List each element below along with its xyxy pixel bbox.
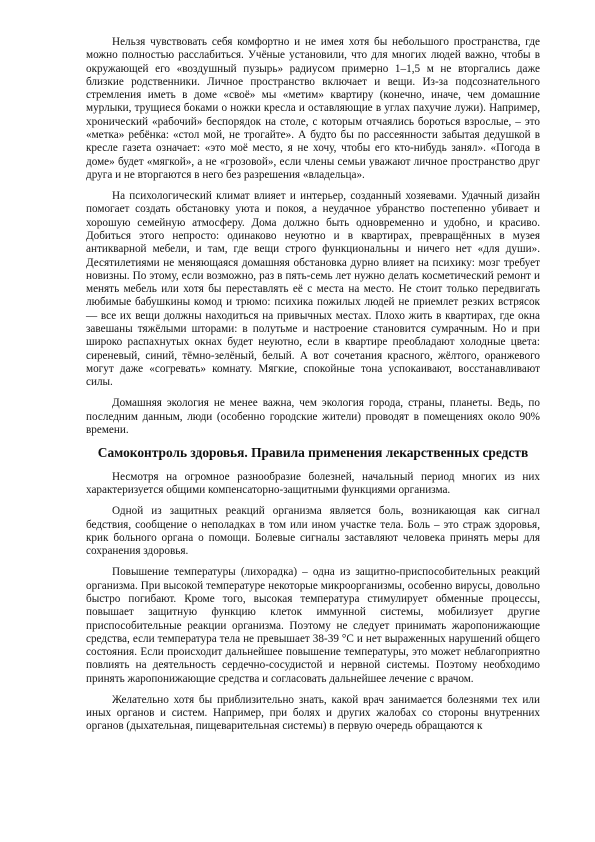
paragraph-diseases: Несмотря на огромное разнообразие болезней, начальный период многих из них характеризуется общими компенсаторно-защитными функциями организма. xyxy=(86,471,540,497)
paragraph-personal-space: Нельзя чувствовать себя комфортно и не имея хотя бы небольшого пространства, где можно полностью расслабиться. Учёные установили, что для многих людей важно, чтобы в окружающей его «воздушный пузырь» радиусом примерно 1–1,5 м не вторгались даже близкие родственники. Личное пространство включает и вещи. Из-за подсознательного стремления иметь в доме «своё» мы «метим» квартиру (конечно, иначе, чем домашние мурлыки, трущиеся боками о ножки кресла и оставляющие в углах пахучие лужи). Например, хронический «рабочий» беспорядок на столе, с которым отчаялись бороться взрослые, – это «метка» ребёнка: «стол мой, не трогайте». А будто бы по рассеянности забытая дедушкой в кресле газета означает: «это моё место, я не хочу, чтобы его кто-нибудь занял». «Погода в доме» будет «мягкой», а не «грозовой», если члены семьи уважают личное пространство друг друга и не вторгаются в него без разрешения «владельца». xyxy=(86,36,540,181)
document-page xyxy=(86,36,540,742)
section-title: Самоконтроль здоровья. Правила применения лекарственных средств xyxy=(97,445,529,460)
paragraph-doctors: Желательно хотя бы приблизительно знать, какой врач занимается болезнями тех или иных органов и систем. Например, при болях и других жалобах со стороны внутренних органов (дыхательная, пищеварительная системы) в первую очередь обращаются к xyxy=(86,693,540,733)
paragraph-interior: На психологический климат влияет и интерьер, созданный хозяевами. Удачный дизайн помогает создать обстановку уюта и покоя, а неудачное убранство постепенно убивает и хорошую семейную атмосферу. Дома должно быть одновременно и удобно, и красиво. Добиться этого непросто: одинаково неуютно и в квартирах, превращённых в музея антикварной мебели, и там, где вещи строго функциональны и ничего нет «для души». Десятилетиями не меняющаяся домашняя обстановка дурно влияет на психику: мозг требует новизны. По этому, если возможно, раз в пять-семь лет нужно делать косметический ремонт и менять мебель или хотя бы переставлять её с места на место. Не стоит только передвигать любимые бабушкины комод и трюмо: психика пожилых людей не приемлет резких встрясок — все их вещи должны находиться на привычных местах. Плохо жить в квартирах, где окна завешаны тяжёлыми шторами: в полутьме и настроение становится сумрачным. Но и при широко распахнутых окнах будет неуютно, если в квартире преобладают холодные цвета: сиреневый, синий, тёмно-зелёный, белый. А вот сочетания красного, жёлтого, оранжевого могут даже «согревать» комнату. Мягкие, спокойные тона успокаивают, восстанавливают силы. xyxy=(86,190,540,389)
paragraph-fever: Повышение температуры (лихорадка) – одна из защитно-приспособительных реакций организма. При высокой температуре некоторые микроорганизмы, особенно вирусы, довольно быстро погибают. Кроме того, высокая температура стимулирует обменные процессы, повышает защитную функцию клеток иммунной системы, мобилизует другие приспособительные реакции организма. Поэтому не следует принимать жаропонижающие средства, если температура тела не превышает 38-39 °С и нет выраженных нарушений общего состояния. Если происходит дальнейшее повышение температуры, это может неблагоприятно повлиять на деятельность сердечно-сосудистой и нервной системы. Поэтому необходимо принять жаропонижающие средства и согласовать дальнейшее лечение с врачом. xyxy=(86,566,540,685)
paragraph-home-ecology: Домашняя экология не менее важна, чем экология города, страны, планеты. Ведь, по последним данным, люди (особенно городские жители) проводят в помещениях около 90% времени. xyxy=(86,397,540,436)
paragraph-pain: Одной из защитных реакций организма является боль, возникающая как сигнал бедствия, сообщение о неполадках в том или ином участке тела. Боль – это страж здоровья, крик больного органа о помощи. Болевые сигналы заставляют человека принять меры для сохранения здоровья. xyxy=(86,505,540,558)
